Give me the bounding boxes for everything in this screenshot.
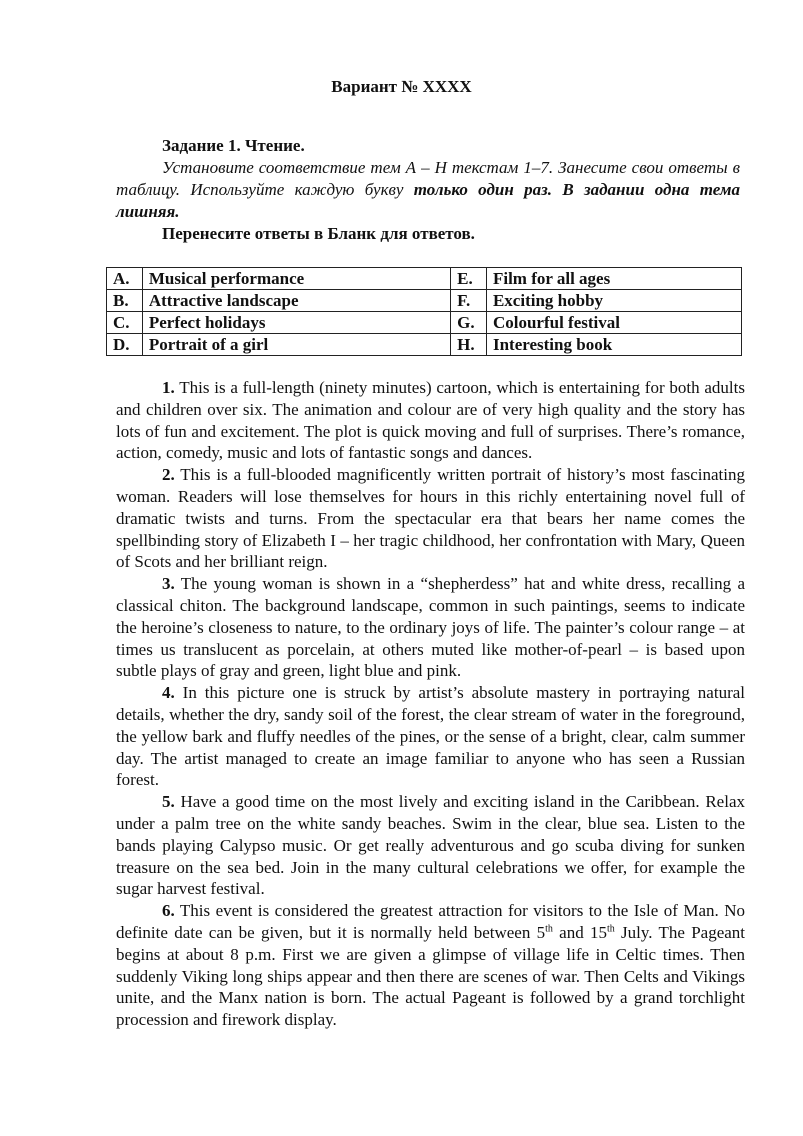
topic-label: Film for all ages bbox=[486, 268, 741, 290]
text-body: This is a full-length (ninety minutes) cartoon, which is entertaining for both adults and children over six. The animation and colour are of very high quality and the story has lots of fun and excitement. The plot is quick moving and full of surprises. There’s romance, action, comedy, music and lots of fantastic songs and dances. bbox=[116, 378, 745, 463]
table-row bbox=[107, 290, 742, 312]
text-number: 5. bbox=[162, 792, 175, 812]
topic-label: Interesting book bbox=[486, 334, 741, 356]
text-paragraph-5 bbox=[116, 791, 745, 900]
topics-table bbox=[106, 267, 742, 356]
topic-letter: G. bbox=[451, 312, 487, 334]
text-paragraph-3 bbox=[116, 573, 745, 682]
text-paragraph-1 bbox=[116, 377, 745, 464]
topic-letter: D. bbox=[107, 334, 143, 356]
topic-letter: E. bbox=[451, 268, 487, 290]
instruction-italic: Установите соответствие тем А – Н текстам 1–7. Занесите свои ответы в таблицу. Используйте каждую букву bbox=[116, 158, 740, 199]
task-instruction bbox=[116, 157, 740, 223]
superscript: th bbox=[607, 923, 615, 935]
text-body: This event is considered the greatest attraction for visitors to the Isle of Man. No definite date can be given, but it is normally held between 5 bbox=[116, 901, 745, 942]
text-paragraph-2 bbox=[116, 464, 745, 573]
text-body: This is a full-blooded magnificently written portrait of history’s most fascinating woman. Readers will lose themselves for hours in this richly entertaining novel full of dramatic twists and turns. From the spectacular era that bears her name comes the spellbinding story of Elizabeth I – her tragic childhood, her confrontation with Mary, Queen of Scots and her brilliant reign. bbox=[116, 465, 745, 572]
topic-label: Colourful festival bbox=[486, 312, 741, 334]
topic-label: Exciting hobby bbox=[486, 290, 741, 312]
text-number: 4. bbox=[162, 683, 175, 703]
reading-texts bbox=[116, 377, 745, 1031]
text-number: 6. bbox=[162, 901, 175, 921]
text-body: July. The Pageant begins at about 8 p.m. First we are given a glimpse of village life in Celtic times. Then suddenly Viking long ships appear and then there are scenes of war. Then Celts and Vikings unite, and the Manx nation is born. The actual Pageant is followed by a grand torchlight procession and firework display. bbox=[116, 922, 746, 1030]
topic-label: Musical performance bbox=[142, 268, 450, 290]
instruction-bold: только один раз. В задании одна тема лишняя. bbox=[116, 180, 740, 221]
topic-letter: B. bbox=[107, 290, 143, 312]
text-body: In this picture one is struck by artist’s absolute mastery in portraying natural details, whether the dry, sandy soil of the forest, the clear stream of water in the foreground, the yellow bark and fluffy needles of the pines, or the sense of a bright, clear, calm summer day. The artist managed to create an image familiar to anyone who has seen a Russian forest. bbox=[116, 683, 745, 790]
table-row bbox=[107, 334, 742, 356]
text-paragraph-6 bbox=[116, 900, 745, 1031]
table-row bbox=[107, 268, 742, 290]
variant-title: Вариант № XXXX bbox=[331, 77, 472, 96]
text-body: The young woman is shown in a “shepherdess” hat and white dress, recalling a classical chiton. The background landscape, common in such paintings, seems to indicate the heroine’s closeness to nature, to the ordinary joys of life. The painter’s colour range – at times us translucent as porcelain, at others muted like mother-of-pearl – is based upon subtle plays of gray and green, light blue and pink. bbox=[116, 574, 745, 681]
topic-label: Portrait of a girl bbox=[142, 334, 450, 356]
superscript: th bbox=[545, 923, 553, 935]
transfer-note: Перенесите ответы в Бланк для ответов. bbox=[162, 224, 475, 243]
topic-letter: F. bbox=[451, 290, 487, 312]
text-number: 3. bbox=[162, 574, 175, 594]
task-section bbox=[116, 135, 740, 245]
table-row bbox=[107, 312, 742, 334]
text-number: 1. bbox=[162, 378, 175, 397]
text-number: 2. bbox=[162, 465, 175, 485]
text-body: Have a good time on the most lively and exciting island in the Caribbean. Relax under a palm tree on the white sandy beaches. Swim in the clear, blue sea. Listen to the bands playing Calypso music. Or get really adventurous and go scuba diving for sunken treasure on the sea bed. Join in the many cultural celebrations we offer, for example the sugar harvest festival. bbox=[116, 792, 745, 899]
topic-letter: H. bbox=[451, 334, 487, 356]
topic-label: Perfect holidays bbox=[142, 312, 450, 334]
topic-letter: C. bbox=[107, 312, 143, 334]
topic-letter: A. bbox=[107, 268, 143, 290]
topic-label: Attractive landscape bbox=[142, 290, 450, 312]
task-heading: Задание 1. Чтение. bbox=[162, 136, 305, 155]
text-body: and 15 bbox=[552, 922, 607, 942]
text-paragraph-4 bbox=[116, 682, 745, 791]
